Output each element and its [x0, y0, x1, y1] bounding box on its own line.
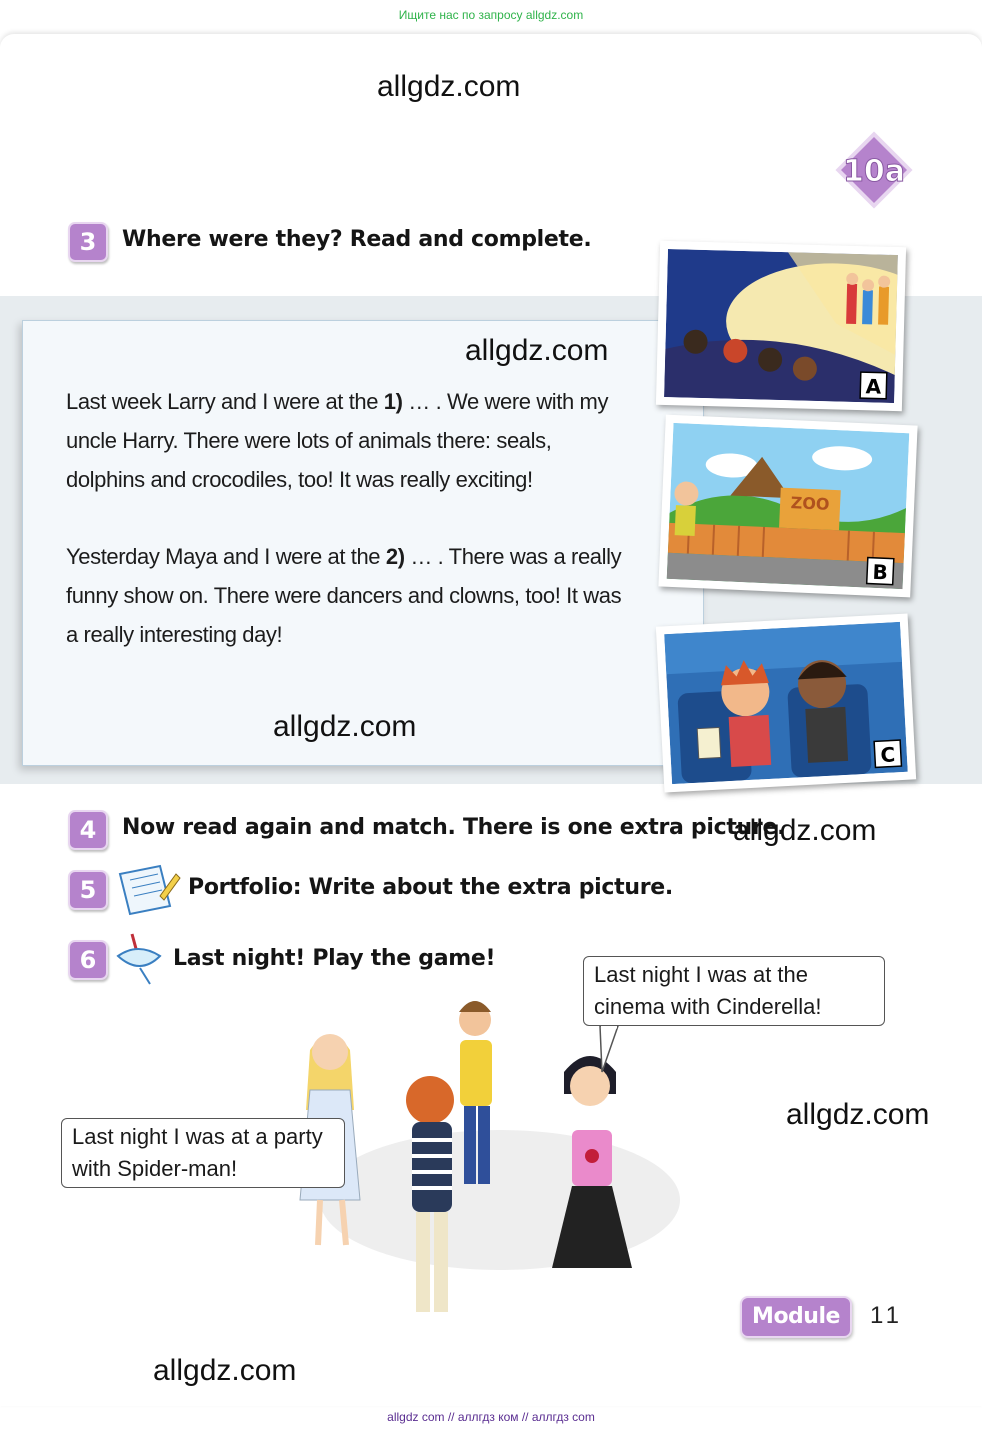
- paragraph-2-end: … . There was a really funny show on. There were dancers and clowns, too! It was a really interesting day!: [66, 544, 622, 647]
- speech-bubble-party: Last night I was at a party with Spider-man!: [61, 1118, 345, 1188]
- paragraph-1-start: Last week Larry and I were at the: [66, 389, 384, 414]
- watermark: allgdz.com: [465, 334, 609, 367]
- footer-links[interactable]: allgdz com // аллгдз ком // аллгдз com: [387, 1410, 595, 1424]
- paragraph-1: [66, 382, 626, 499]
- lesson-badge-shape: [832, 128, 916, 212]
- picture-a-image: [664, 249, 898, 403]
- watermark: allgdz.com: [273, 710, 417, 743]
- top-banner[interactable]: Ищите нас по запросу allgdz.com: [398, 8, 584, 22]
- zoo-sign: ZOO: [790, 493, 830, 514]
- watermark: allgdz.com: [377, 70, 521, 103]
- lesson-badge: [832, 128, 916, 212]
- picture-b-label: B: [872, 559, 889, 585]
- page-number: 11: [870, 1302, 903, 1329]
- picture-c: [656, 614, 916, 793]
- watermark: allgdz.com: [733, 814, 877, 847]
- picture-a: [656, 241, 906, 411]
- paragraph-2-start: Yesterday Maya and I were at the: [66, 544, 386, 569]
- exercise-5-title: Portfolio: Write about the extra picture.: [188, 875, 673, 900]
- picture-b: [658, 415, 917, 598]
- blank-2: 2): [385, 544, 405, 569]
- portfolio-icon: [116, 862, 182, 923]
- exercise-5-number: 5: [68, 870, 108, 910]
- exercise-4-title: Now read again and match. There is one extra picture.: [122, 815, 786, 840]
- paragraph-2: [66, 537, 626, 654]
- game-spinner-icon: [114, 932, 164, 991]
- picture-c-label: C: [879, 742, 896, 768]
- speech-bubble-cinema: Last night I was at the cinema with Cinderella!: [583, 956, 885, 1026]
- exercise-3-title: Where were they? Read and complete.: [122, 227, 592, 252]
- picture-c-image: [664, 622, 908, 784]
- lesson-badge-label: 10a: [843, 154, 905, 189]
- picture-b-image: [667, 423, 910, 589]
- exercise-4-number: 4: [68, 810, 108, 850]
- paragraph-1-end: … . We were with my uncle Harry. There were lots of animals there: seals, dolphins and crocodiles, too! It was really exciting!: [66, 389, 609, 492]
- exercise-6-number: 6: [68, 940, 108, 980]
- blank-1: 1): [383, 389, 403, 414]
- exercise-6-title: Last night! Play the game!: [173, 946, 496, 971]
- module-badge: Module 5: [740, 1296, 852, 1338]
- picture-a-label: A: [865, 374, 882, 399]
- speech-bubble-cinema-tail: [596, 1026, 626, 1074]
- exercise-3-number: 3: [68, 222, 108, 262]
- watermark: allgdz.com: [786, 1098, 930, 1131]
- watermark: allgdz.com: [153, 1354, 297, 1387]
